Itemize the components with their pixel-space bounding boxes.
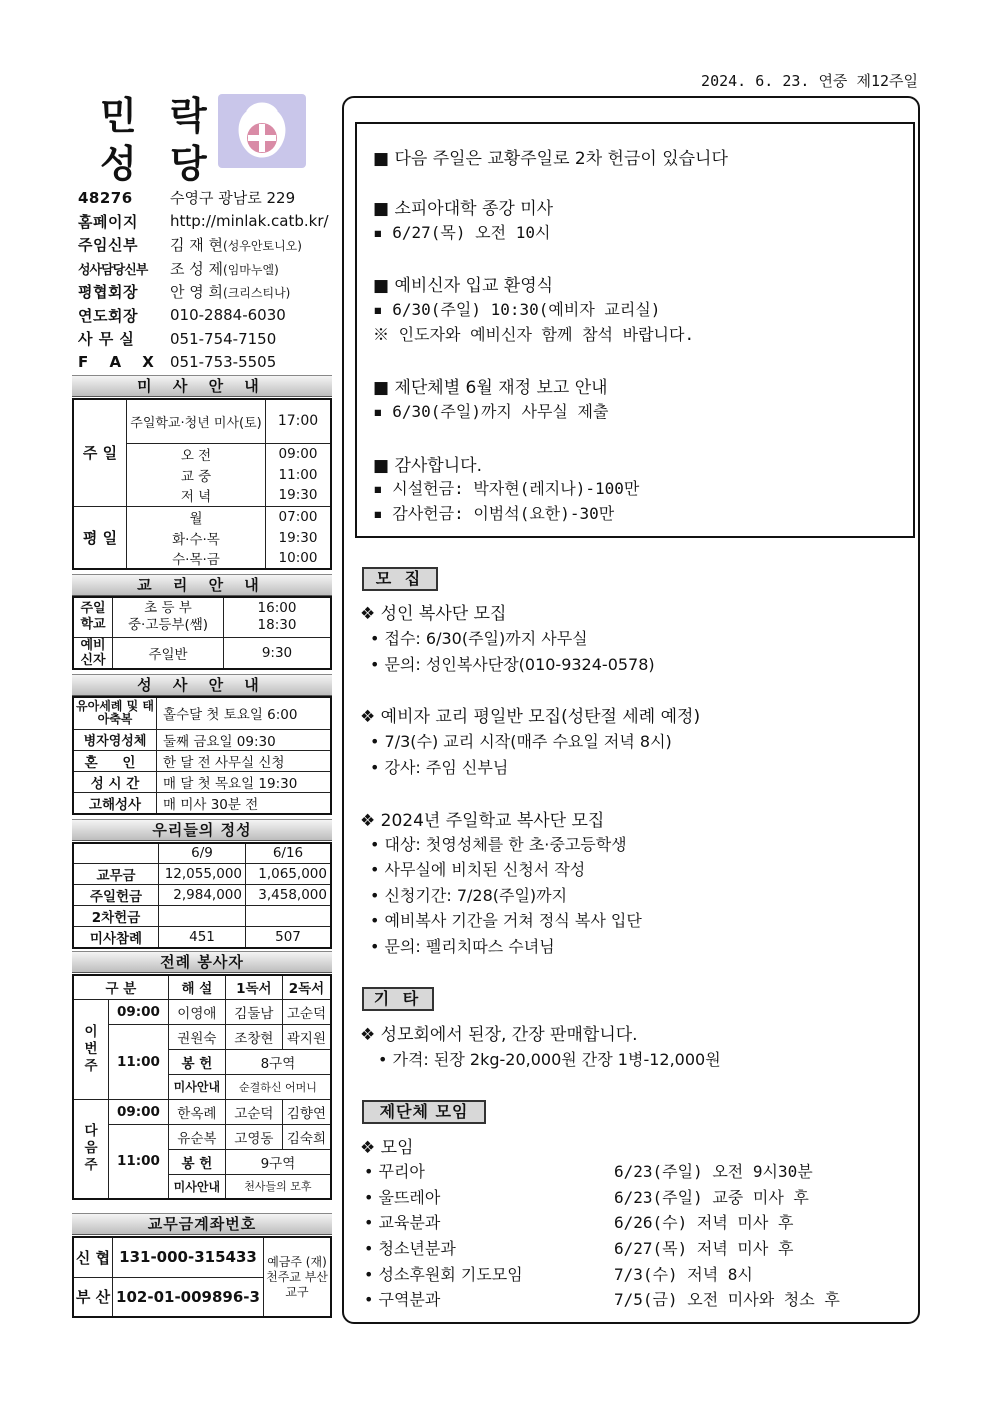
bank-name: 부 산 <box>73 1277 113 1317</box>
fax-number: 051-753-5505 <box>170 353 277 372</box>
recruit-heading: ❖ 2024년 주일학교 복사단 모집 <box>360 811 605 831</box>
server-name: 권원숙 <box>168 1024 225 1049</box>
notice-line: ▪ 시설헌금: 박자현(레지나)-100만 <box>373 479 640 498</box>
yeondo-label: 연도회장 <box>78 306 138 325</box>
sacrament-value: 매 미사 30분 전 <box>157 792 332 814</box>
server-name: 고순덕 <box>282 999 331 1024</box>
account-section-title: 교무금계좌번호 <box>72 1213 332 1235</box>
sacrament-key: 성 시 간 <box>73 771 157 792</box>
notice-line: ※ 인도자와 예비신자 함께 참석 바랍니다. <box>373 325 695 344</box>
notice-line: ▪ 6/30(주일) 10:30(예비자 교리실) <box>373 300 661 319</box>
this-week-label: 이번주 <box>73 999 109 1099</box>
group-name: • 성소후원회 기도모임 <box>364 1265 523 1284</box>
weekday-label: 평 일 <box>73 506 127 569</box>
server-name: 조창현 <box>225 1024 282 1049</box>
offering-table <box>72 842 332 949</box>
mass-time: 19:30 <box>266 527 332 548</box>
pre-time: 9:30 <box>224 637 332 669</box>
info-row-homepage <box>78 210 334 234</box>
mass-table <box>72 398 332 570</box>
info-row-address <box>78 186 334 210</box>
parish-title <box>100 92 217 188</box>
next-week-label: 다음주 <box>73 1099 109 1199</box>
notice-line: ▪ 6/27(목) 오전 10시 <box>373 223 551 242</box>
server-name: 고순덕 <box>225 1099 282 1124</box>
mass-name: 저 녁 <box>127 485 266 506</box>
mass-name: 오 전 <box>127 443 266 464</box>
info-row-office <box>78 327 334 351</box>
mass-time: 17:00 <box>266 399 332 443</box>
council-name: 안 영 희(크리스티나) <box>170 283 291 302</box>
recruit-line: • 7/3(수) 교리 시작(매주 수요일 저녁 8시) <box>370 732 672 751</box>
sacrament-table <box>72 696 332 815</box>
account-table <box>72 1236 332 1318</box>
recruit-line: • 문의: 펠리치따스 수녀님 <box>370 937 555 956</box>
offering-key: 교무금 <box>73 863 159 884</box>
mass-name: 월 <box>127 506 266 527</box>
offering-col-header: 6/9 <box>159 843 246 863</box>
account-holder: 예금주 (재) 천주교 부산교구 <box>264 1237 332 1317</box>
bank-name: 신 협 <box>73 1237 113 1277</box>
account-number: 102-01-009896-3 <box>113 1277 264 1317</box>
group-time: 7/5(금) 오전 미사와 청소 후 <box>614 1290 840 1309</box>
offering-key: 주일헌금 <box>73 884 159 905</box>
parish-logo-icon <box>218 94 306 168</box>
homepage-label: 홈페이지 <box>78 212 138 231</box>
recruit-line: • 사무실에 비치된 신청서 작성 <box>370 860 586 879</box>
group-time: 6/23(주일) 오전 9시30분 <box>614 1162 813 1181</box>
notice-line: ▪ 감사헌금: 이범석(요한)-30만 <box>373 504 615 523</box>
offering-value: 3,458,000 <box>246 884 332 905</box>
sacrament-key: 고해성사 <box>73 792 157 814</box>
server-name: 한옥례 <box>168 1099 225 1124</box>
servers-head: 해 설 <box>168 975 225 999</box>
catechism-table <box>72 596 332 670</box>
notice-box <box>355 122 915 538</box>
sacrament-key: 병자영성체 <box>73 729 157 750</box>
info-row-pastor <box>78 233 334 257</box>
catechism-section-title: 교 리 안 내 <box>72 574 332 596</box>
yeondo-phone: 010-2884-6030 <box>170 306 286 325</box>
notice-heading: ■ 예비신자 입교 환영식 <box>373 276 554 296</box>
server-time: 09:00 <box>109 999 169 1024</box>
guide-group: 순결하신 어머니 <box>225 1074 331 1099</box>
notice-heading: ■ 감사합니다. <box>373 456 482 476</box>
group-name: • 울뜨레아 <box>364 1188 441 1207</box>
mass-time: 19:30 <box>266 485 332 506</box>
sacrament-section-title: 성 사 안 내 <box>72 674 332 696</box>
notice-heading: ■ 소피아대학 종강 미사 <box>373 199 554 219</box>
servers-table <box>72 974 332 1200</box>
priest-name: 조 성 제(임마누엘) <box>170 259 279 278</box>
server-name: 이영애 <box>168 999 225 1024</box>
bulletin-date: 2024. 6. 23. 연중 제12주일 <box>701 72 918 90</box>
offering-corner <box>73 843 159 863</box>
server-name: 김숙희 <box>282 1124 331 1149</box>
postal-code: 48276 <box>78 188 133 207</box>
parish-info <box>78 186 334 374</box>
etc-heading: ❖ 성모회에서 된장, 간장 판매합니다. <box>360 1025 638 1045</box>
address: 수영구 광남로 229 <box>170 189 296 208</box>
council-label: 평협회장 <box>78 283 138 302</box>
servers-head: 구 분 <box>73 975 168 999</box>
server-time: 09:00 <box>109 1099 169 1124</box>
sacrament-value: 한 달 전 사무실 신청 <box>157 750 332 771</box>
notice-heading: ■ 다음 주일은 교황주일로 2차 헌금이 있습니다 <box>373 149 728 169</box>
school-times: 16:00 18:30 <box>224 597 332 637</box>
info-row-council <box>78 280 334 304</box>
offer-group: 8구역 <box>225 1049 331 1074</box>
recruit-line: • 강사: 주임 신부님 <box>370 758 509 777</box>
priest-label: 성사담당신부 <box>78 262 148 278</box>
sacrament-key: 유아세례 및 태아축복 <box>73 697 157 729</box>
account-number: 131-000-315433 <box>113 1237 264 1277</box>
recruit-line: • 대상: 첫영성체를 한 초·중고등학생 <box>370 835 627 854</box>
school-classes: 초 등 부 중·고등부(쌤) <box>113 597 224 637</box>
offering-value: 507 <box>246 926 332 948</box>
etc-line: • 가격: 된장 2kg-20,000원 간장 1병-12,000원 <box>378 1050 721 1069</box>
servers-section-title: 전례 봉사자 <box>72 951 332 973</box>
fax-label: F A X <box>78 353 162 372</box>
offering-value <box>246 905 332 926</box>
group-name: • 교육분과 <box>364 1213 441 1232</box>
offering-key: 미사참례 <box>73 926 159 948</box>
guide-label: 미사안내 <box>168 1074 225 1099</box>
guide-label: 미사안내 <box>168 1174 225 1199</box>
etc-tag: 기 타 <box>362 987 434 1011</box>
recruit-line: • 신청기간: 7/28(주일)까지 <box>370 886 568 905</box>
guide-group: 천사들의 모후 <box>225 1174 331 1199</box>
mass-name: 교 중 <box>127 464 266 485</box>
recruit-tag: 모 집 <box>362 567 438 591</box>
sacrament-value: 홀수달 첫 토요일 6:00 <box>157 697 332 729</box>
sacrament-value: 둘째 금요일 09:30 <box>157 729 332 750</box>
servers-head: 1독서 <box>225 975 282 999</box>
offering-section-title: 우리들의 정성 <box>72 819 332 841</box>
pastor-label: 주임신부 <box>78 236 138 255</box>
mass-time: 09:00 <box>266 443 332 464</box>
offering-value: 1,065,000 <box>246 863 332 884</box>
server-time: 11:00 <box>109 1124 169 1199</box>
homepage-link[interactable]: http://minlak.catb.kr/ <box>170 212 329 231</box>
info-row-priest <box>78 257 334 281</box>
server-name: 유순복 <box>168 1124 225 1149</box>
parish-title-line2: 성 당 <box>100 141 217 186</box>
mass-section-title: 미 사 안 내 <box>72 375 332 397</box>
info-row-yeondo <box>78 304 334 328</box>
groups-tag: 제단체 모임 <box>362 1100 486 1124</box>
server-name: 고영동 <box>225 1124 282 1149</box>
recruit-line: • 예비복사 기간을 거쳐 정식 복사 입단 <box>370 911 642 930</box>
offering-value: 451 <box>159 926 246 948</box>
recruit-heading: ❖ 예비자 교리 평일반 모집(성탄절 세례 예정) <box>360 707 701 727</box>
server-name: 곽지원 <box>282 1024 331 1049</box>
group-name: • 꾸리아 <box>364 1162 425 1181</box>
groups-heading: ❖ 모임 <box>360 1138 414 1158</box>
server-name: 김향연 <box>282 1099 331 1124</box>
office-phone: 051-754-7150 <box>170 329 277 348</box>
mass-name: 화·수·목 <box>127 527 266 548</box>
server-time: 11:00 <box>109 1024 169 1099</box>
offer-label: 봉 헌 <box>168 1049 225 1074</box>
recruit-line: • 접수: 6/30(주일)까지 사무실 <box>370 629 588 648</box>
group-time: 6/23(주일) 교중 미사 후 <box>614 1188 809 1207</box>
parish-title-line1: 민 락 <box>100 93 217 138</box>
recruit-heading: ❖ 성인 복사단 모집 <box>360 604 507 624</box>
servers-head: 2독서 <box>282 975 331 999</box>
notice-heading: ■ 제단체별 6월 재정 보고 안내 <box>373 378 608 398</box>
mass-time: 07:00 <box>266 506 332 527</box>
recruit-line: • 문의: 성인복사단장(010-9324-0578) <box>370 655 655 674</box>
offering-value: 2,984,000 <box>159 884 246 905</box>
group-time: 7/3(수) 저녁 8시 <box>614 1265 753 1284</box>
school-label: 주일 학교 <box>73 597 113 637</box>
mass-name: 주일학교·청년 미사(토) <box>127 399 266 443</box>
sunday-label: 주 일 <box>73 399 127 506</box>
info-row-fax <box>78 351 334 375</box>
offering-col-header: 6/16 <box>246 843 332 863</box>
group-name: • 청소년분과 <box>364 1239 456 1258</box>
pre-class: 주일반 <box>113 637 224 669</box>
notice-line: ▪ 6/30(주일)까지 사무실 제출 <box>373 402 609 421</box>
group-time: 6/26(수) 저녁 미사 후 <box>614 1213 794 1232</box>
group-time: 6/27(목) 저녁 미사 후 <box>614 1239 794 1258</box>
group-name: • 구역분과 <box>364 1290 441 1309</box>
offering-value: 12,055,000 <box>159 863 246 884</box>
offer-label: 봉 헌 <box>168 1149 225 1174</box>
server-name: 김둘남 <box>225 999 282 1024</box>
offer-group: 9구역 <box>225 1149 331 1174</box>
pre-label: 예비 신자 <box>73 637 113 669</box>
pastor-name: 김 재 현(성우안토니오) <box>170 236 302 255</box>
mass-time: 11:00 <box>266 464 332 485</box>
mass-time: 10:00 <box>266 548 332 569</box>
offering-value <box>159 905 246 926</box>
sacrament-key: 혼 인 <box>73 750 157 771</box>
offering-key: 2차헌금 <box>73 905 159 926</box>
mass-name: 수·목·금 <box>127 548 266 569</box>
sacrament-value: 매 달 첫 목요일 19:30 <box>157 771 332 792</box>
office-label: 사 무 실 <box>78 330 135 349</box>
